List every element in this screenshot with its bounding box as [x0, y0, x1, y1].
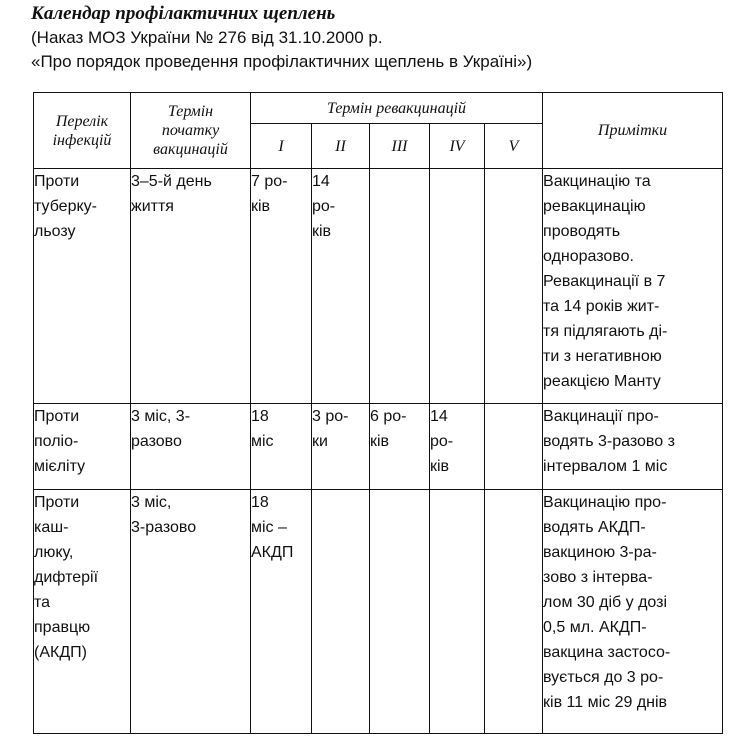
rev-cell-5 — [485, 490, 543, 734]
infection-cell: Проти туберку- льозу — [34, 169, 131, 404]
header-vaccination-start: Термін початку вакцинацій — [131, 93, 251, 169]
order-name: «Про порядок проведення профілактичних щеплень в Україні») — [31, 52, 533, 71]
rev-cell-4 — [430, 169, 485, 404]
table-row-polio — [34, 404, 723, 490]
rev-cell-3: 6 ро- ків — [370, 404, 430, 490]
note-cell: Вакцинації про- водять 3-разово з інтервалом 1 міс — [543, 404, 723, 490]
header-rev-1: I — [251, 124, 312, 169]
rev-cell-5 — [485, 404, 543, 490]
note-cell: Вакцинацію та ревакцинацію проводять одноразово. Ревакцинації в 7 та 14 років жит- тя підлягають ді- ти з негативною реакцією Манту — [543, 169, 723, 404]
start-cell: 3 міс, 3-разово — [131, 490, 251, 734]
header-rev-5: V — [485, 124, 543, 169]
rev-cell-1: 18 міс — [251, 404, 312, 490]
header-infections: Перелік інфекцій — [34, 93, 131, 169]
infection-cell: Проти каш- люку, дифтерії та правцю (АКДП) — [34, 490, 131, 734]
rev-cell-2 — [312, 490, 370, 734]
rev-cell-3 — [370, 169, 430, 404]
rev-cell-5 — [485, 169, 543, 404]
rev-cell-2: 14 ро- ків — [312, 169, 370, 404]
order-reference: (Наказ МОЗ України № 276 від 31.10.2000 р. — [31, 28, 383, 47]
document-header — [31, 2, 721, 74]
infection-cell: Проти поліо- мієліту — [34, 404, 131, 490]
document-title: Календар профілактичних щеплень — [31, 3, 336, 24]
header-rev-3: III — [370, 124, 430, 169]
header-revaccination: Термін ревакцинацій — [251, 93, 543, 124]
start-cell: 3 міс, 3- разово — [131, 404, 251, 490]
header-notes: Примітки — [543, 93, 723, 169]
start-cell: 3–5-й день життя — [131, 169, 251, 404]
header-rev-2: II — [312, 124, 370, 169]
rev-cell-2: 3 ро- ки — [312, 404, 370, 490]
rev-cell-4 — [430, 490, 485, 734]
rev-cell-3 — [370, 490, 430, 734]
header-rev-4: IV — [430, 124, 485, 169]
vaccination-calendar-table — [33, 92, 723, 734]
rev-cell-4: 14 ро- ків — [430, 404, 485, 490]
rev-cell-1: 7 ро- ків — [251, 169, 312, 404]
note-cell: Вакцинацію про- водять АКДП- вакциною 3-ра- зово з інтерва- лом 30 діб у дозі 0,5 мл. АКДП- вакцина застосо- вується до 3 ро- ків 11 міс 29 днів — [543, 490, 723, 734]
rev-cell-1: 18 міс – АКДП — [251, 490, 312, 734]
table-row-dtp — [34, 490, 723, 734]
table-row-tuberculosis — [34, 169, 723, 404]
